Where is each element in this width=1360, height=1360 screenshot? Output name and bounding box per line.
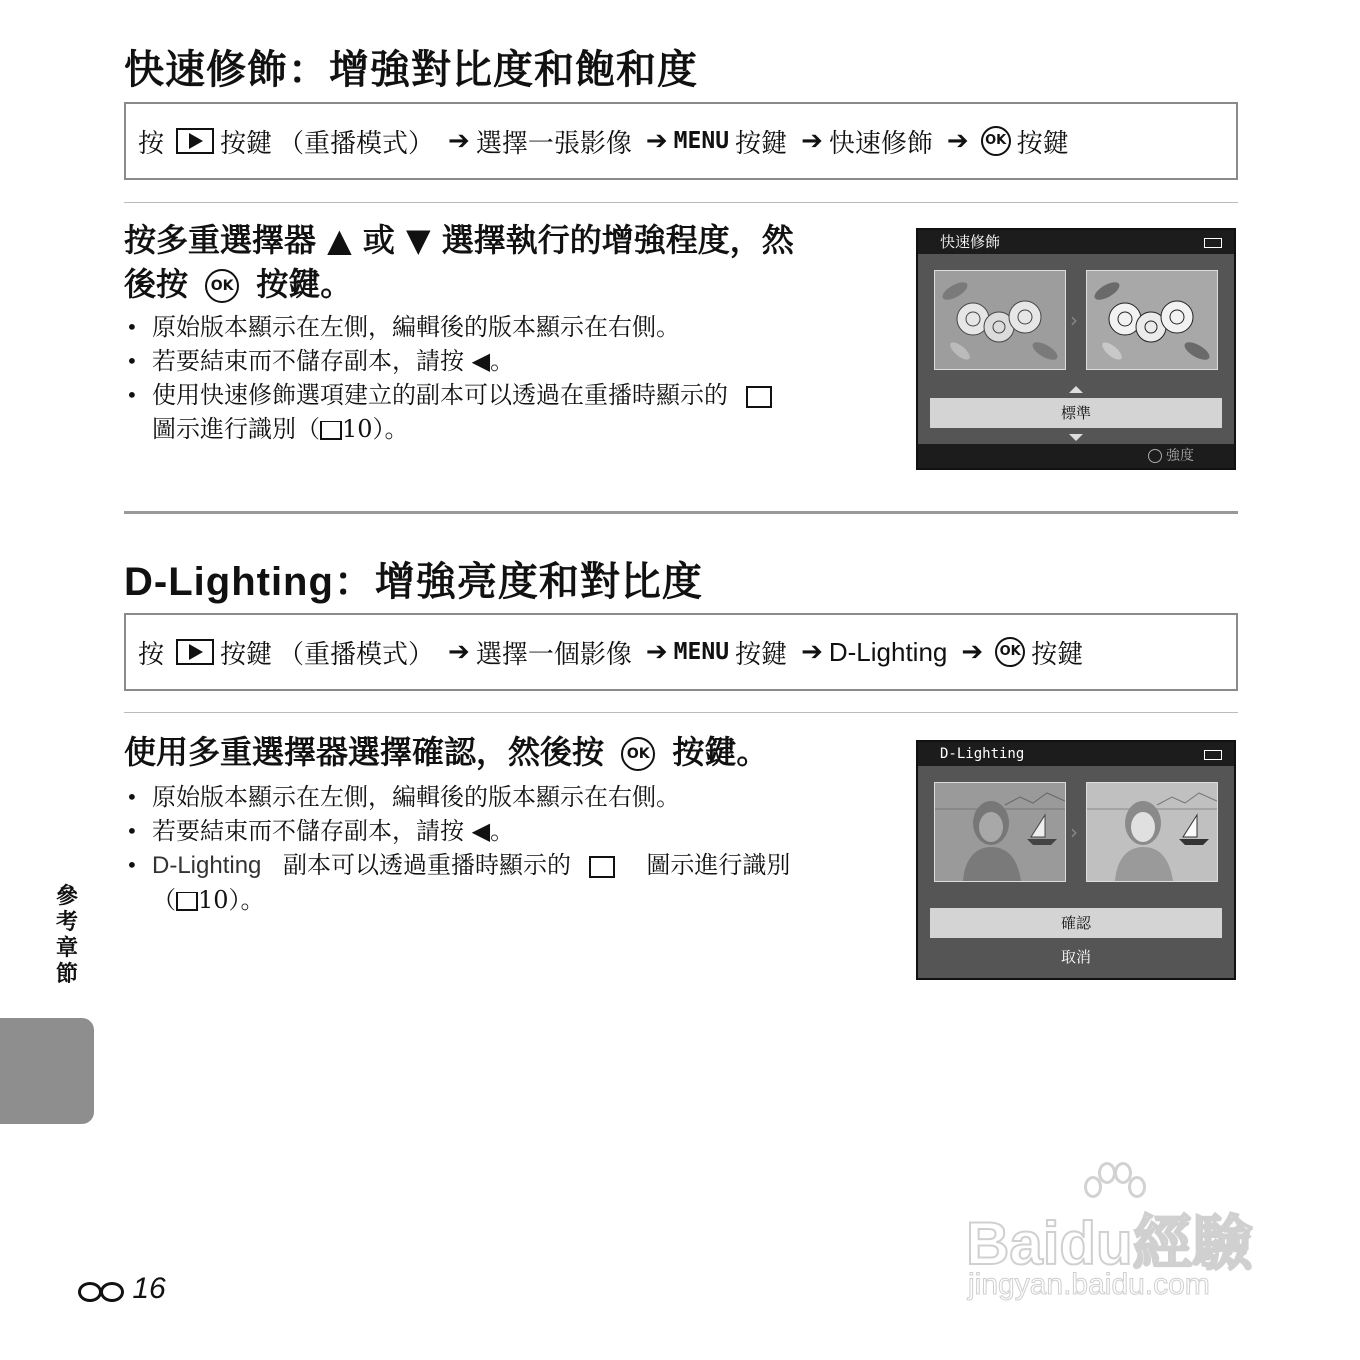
- menu-button-label: MENU: [673, 128, 730, 154]
- multi-selector-icon: [1148, 449, 1162, 463]
- original-thumbnail: [934, 270, 1066, 370]
- triangle-down-icon: [1069, 434, 1083, 441]
- arrow-right-icon: ➔: [645, 637, 668, 667]
- d-lighting-icon: [589, 856, 615, 878]
- list-item: • 若要結束而不儲存副本，請按 ◀。: [124, 814, 884, 848]
- watermark: [966, 1160, 1286, 1310]
- reference-icon: [78, 1282, 124, 1298]
- portrait-image: [935, 783, 1065, 881]
- path-text: 選擇一個影像: [475, 639, 632, 670]
- path-text: （重播模式）: [278, 639, 435, 670]
- chevron-right-icon: ›: [1070, 308, 1078, 332]
- battery-icon: [1204, 750, 1222, 760]
- list-item: • 原始版本顯示在左側，編輯後的版本顯示在右側。: [124, 310, 884, 344]
- camera-screen-quick-retouch: [916, 228, 1236, 470]
- confirm-option: 確認: [930, 908, 1222, 938]
- path-text: 按鍵: [220, 128, 273, 159]
- camera-screen-d-lighting: [916, 740, 1236, 980]
- section2-bullets: [124, 780, 884, 917]
- battery-icon: [1204, 238, 1222, 248]
- instruction-line: 後按 OK 按鍵。: [124, 265, 353, 303]
- path-text: 按鍵: [735, 639, 788, 670]
- book-icon: [176, 892, 198, 911]
- ok-button-icon: OK: [205, 269, 239, 303]
- play-button-icon: [176, 128, 214, 154]
- original-thumbnail: [934, 782, 1066, 882]
- path-text: 按: [138, 128, 165, 159]
- screen-title: 快速修飾: [918, 230, 1234, 254]
- list-item: • D-Lighting 副本可以透過重播時顯示的 圖示進行識別 （ 10）。: [124, 848, 884, 917]
- portrait-image: [1087, 783, 1217, 881]
- book-icon: [320, 421, 342, 440]
- arrow-right-icon: ➔: [961, 637, 984, 667]
- section1-menu-path: [124, 102, 1238, 180]
- path-text: 快速修飾: [828, 128, 933, 159]
- section-divider: [124, 511, 1238, 514]
- screen-footer: 強度: [918, 444, 1234, 468]
- section1-instruction: [124, 218, 884, 306]
- arrow-right-icon: ➔: [801, 126, 823, 156]
- arrow-right-icon: ➔: [801, 637, 823, 667]
- path-text: 按: [138, 639, 165, 670]
- chapter-tab: [0, 1018, 94, 1124]
- ok-button-icon: OK: [981, 126, 1011, 156]
- play-button-icon: [176, 639, 214, 665]
- list-item: • 使用快速修飾選項建立的副本可以透過在重播時顯示的 圖示進行識別（ 10）。: [124, 378, 884, 446]
- page-number: 16: [78, 1272, 166, 1306]
- arrow-right-icon: ➔: [645, 126, 668, 156]
- divider: [124, 712, 1238, 713]
- ok-button-icon: OK: [621, 737, 655, 771]
- section2-menu-path: [124, 613, 1238, 691]
- cancel-option: 取消: [1060, 948, 1091, 966]
- quick-retouch-icon: [746, 386, 772, 408]
- watermark-url: jingyan.baidu.com: [968, 1268, 1210, 1301]
- section1-bullets: [124, 310, 884, 446]
- list-item: • 若要結束而不儲存副本，請按 ◀。: [124, 344, 884, 378]
- flower-image: [935, 271, 1065, 369]
- screen-body: [918, 766, 1234, 978]
- list-item: • 原始版本顯示在左側，編輯後的版本顯示在右側。: [124, 780, 884, 814]
- path-text: 按鍵: [1016, 128, 1069, 159]
- path-text: 按鍵: [220, 639, 273, 670]
- section2-instruction: 使用多重選擇器選擇確認，然後按 OK 按鍵。: [124, 733, 769, 771]
- instruction-line: 按多重選擇器 ▲ 或 ▼ 選擇執行的增強程度，然: [124, 221, 794, 259]
- path-text: （重播模式）: [278, 128, 435, 159]
- path-text: 按鍵: [735, 128, 788, 159]
- divider: [124, 202, 1238, 203]
- watermark-brand: Baidu經驗: [966, 1210, 1253, 1277]
- arrow-right-icon: ➔: [448, 126, 470, 156]
- path-text: 選擇一張影像: [475, 128, 632, 159]
- side-tab-label: 參考章節: [55, 884, 78, 987]
- edited-thumbnail: [1086, 270, 1218, 370]
- section2-title: D-Lighting：增強亮度和對比度: [124, 559, 703, 605]
- screen-body: [918, 254, 1234, 444]
- chevron-right-icon: ›: [1070, 820, 1078, 844]
- arrow-right-icon: ➔: [448, 637, 470, 667]
- strength-option: 標準: [930, 398, 1222, 428]
- screen-title: D-Lighting: [918, 742, 1234, 766]
- path-text: D-Lighting: [828, 636, 948, 667]
- menu-button-label: MENU: [673, 639, 730, 665]
- ok-button-icon: OK: [995, 637, 1025, 667]
- section1-title: 快速修飾：增強對比度和飽和度: [124, 47, 698, 93]
- triangle-up-icon: [1069, 386, 1083, 393]
- edited-thumbnail: [1086, 782, 1218, 882]
- path-text: 按鍵: [1031, 639, 1084, 670]
- arrow-right-icon: ➔: [946, 126, 969, 156]
- flower-image: [1087, 271, 1217, 369]
